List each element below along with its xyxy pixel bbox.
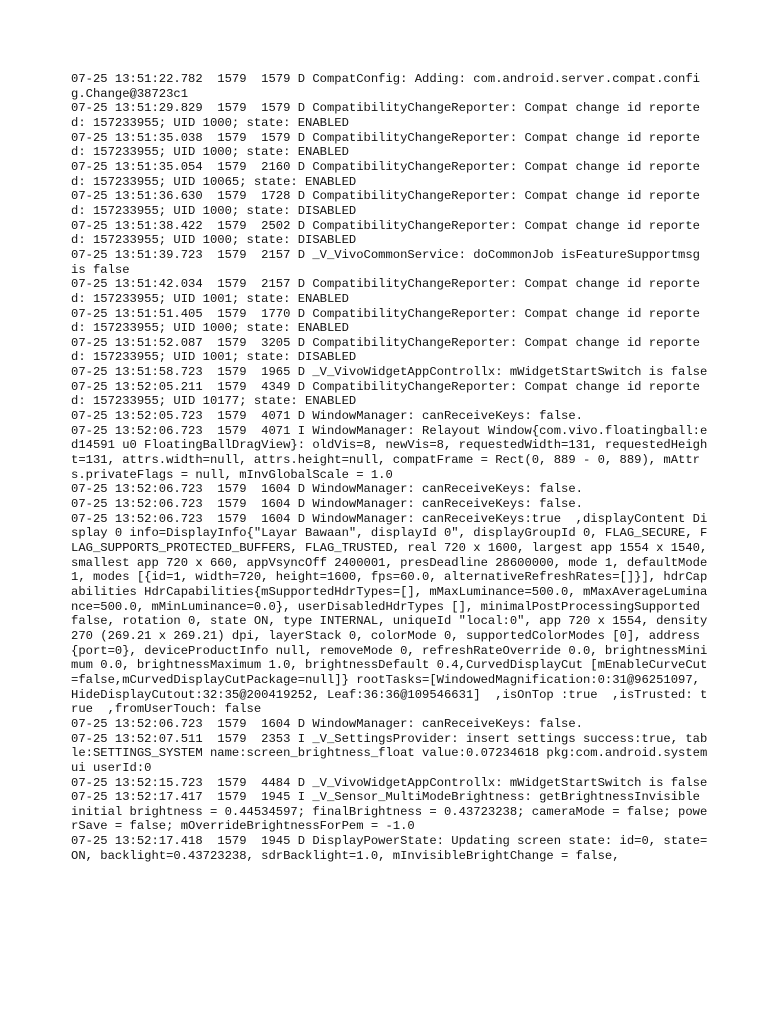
log-line: 07-25 13:51:35.054 1579 2160 D CompatibilityChangeReporter: Compat change id reported: 157233955; UID 10065; state: ENABLED (71, 159, 700, 189)
log-line: 07-25 13:52:07.511 1579 2353 I _V_SettingsProvider: insert settings success:true, table:SETTINGS_SYSTEM name:screen_brightness_float value:0.07234618 pkg:com.android.systemui userId:0 (71, 731, 708, 775)
log-line: 07-25 13:52:05.211 1579 4349 D CompatibilityChangeReporter: Compat change id reported: 157233955; UID 10177; state: ENABLED (71, 379, 700, 409)
log-line: 07-25 13:52:06.723 1579 1604 D WindowManager: canReceiveKeys:true ,displayContent Display 0 info=DisplayInfo{"Layar Bawaan", displayId 0", displayGroupId 0, FLAG_SECURE, FLAG_SUPPORTS_PROTECTED_BUFFERS, FLAG_TRUSTED, real 720 x 1600, largest app 1554 x 1540, smallest app 720 x 660, appVsyncOff 2400001, presDeadline 28600000, mode 1, defaultMode 1, modes [{id=1, width=720, height=1600, fps=60.0, alternativeRefreshRates=[]}], hdrCapabilities HdrCapabilities{mSupportedHdrTypes=[], mMaxLuminance=500.0, mMaxAverageLuminance=500.0, mMinLuminance=0.0}, userDisabledHdrTypes [], minimalPostProcessingSupported false, rotation 0, state ON, type INTERNAL, uniqueId "local:0", app 720 x 1554, density 270 (269.21 x 269.21) dpi, layerStack 0, colorMode 0, supportedColorModes [0], address {port=0}, deviceProductInfo null, removeMode 0, refreshRateOverride 0.0, brightnessMinimum 0.0, brightnessMaximum 1.0, brightnessDefault 0.4,CurvedDisplayCut [mEnableCurveCut=false,mCurvedDisplayCutPackage=null]} rootTasks=[WindowedMagnification:0:31@96251097, HideDisplayCutout:32:35@200419252, Leaf:36:36@109546631] ,isOnTop :true ,isTrusted: true ,fromUserTouch: false (71, 511, 715, 717)
log-line: 07-25 13:52:06.723 1579 1604 D WindowManager: canReceiveKeys: false. (71, 497, 583, 512)
log-line: 07-25 13:51:22.782 1579 1579 D CompatConfig: Adding: com.android.server.compat.config.Change@38723c1 (71, 72, 700, 101)
log-line: 07-25 13:51:52.087 1579 3205 D CompatibilityChangeReporter: Compat change id reported: 157233955; UID 1001; state: DISABLED (71, 335, 700, 365)
log-line: 07-25 13:51:36.630 1579 1728 D CompatibilityChangeReporter: Compat change id reported: 157233955; UID 1000; state: DISABLED (71, 189, 700, 218)
log-line: 07-25 13:51:35.038 1579 1579 D CompatibilityChangeReporter: Compat change id reported: 157233955; UID 1000; state: ENABLED (71, 130, 700, 160)
log-line: 07-25 13:51:29.829 1579 1579 D CompatibilityChangeReporter: Compat change id reported: 157233955; UID 1000; state: ENABLED (71, 101, 700, 130)
log-line: 07-25 13:52:06.723 1579 1604 D WindowManager: canReceiveKeys: false. (71, 716, 583, 731)
log-line: 07-25 13:51:39.723 1579 2157 D _V_VivoCommonService: doCommonJob isFeatureSupportmsg is false (71, 247, 708, 277)
log-line: 07-25 13:52:06.723 1579 4071 I WindowManager: Relayout Window{com.vivo.floatingball:ed14591 u0 FloatingBallDragView}: oldVis=8, newVis=8, requestedWidth=131, requestedHeight=131, attrs.width=null, attrs.height=null, compatFrame = Rect(0, 889 - 0, 889), mAttrs.privateFlags = null, mInvGlobalScale = 1.0 (71, 423, 708, 482)
log-line: 07-25 13:52:06.723 1579 1604 D WindowManager: canReceiveKeys: false. (71, 482, 583, 497)
log-line: 07-25 13:52:05.723 1579 4071 D WindowManager: canReceiveKeys: false. (71, 409, 583, 424)
log-line: 07-25 13:52:17.417 1579 1945 I _V_Sensor_MultiModeBrightness: getBrightnessInvisible initial brightness = 0.44534597; finalBrightness = 0.43723238; cameraMode = false; powerSave = false; mOverrideBrightnessForPem = -1.0 (71, 790, 708, 834)
log-line: 07-25 13:51:38.422 1579 2502 D CompatibilityChangeReporter: Compat change id reported: 157233955; UID 1000; state: DISABLED (71, 218, 700, 248)
log-line: 07-25 13:52:15.723 1579 4484 D _V_VivoWidgetAppControllx: mWidgetStartSwitch is false (71, 775, 708, 790)
log-line: 07-25 13:51:51.405 1579 1770 D CompatibilityChangeReporter: Compat change id reported: 157233955; UID 1000; state: ENABLED (71, 306, 700, 336)
log-line: 07-25 13:51:42.034 1579 2157 D CompatibilityChangeReporter: Compat change id reported: 157233955; UID 1001; state: ENABLED (71, 277, 700, 306)
log-line: 07-25 13:51:58.723 1579 1965 D _V_VivoWidgetAppControllx: mWidgetStartSwitch is false (71, 365, 708, 380)
log-line: 07-25 13:52:17.418 1579 1945 D DisplayPowerState: Updating screen state: id=0, state=ON, backlight=0.43723238, sdrBacklight=1.0, mInvisibleBrightChange = false, (71, 834, 708, 863)
log-document (71, 72, 715, 863)
